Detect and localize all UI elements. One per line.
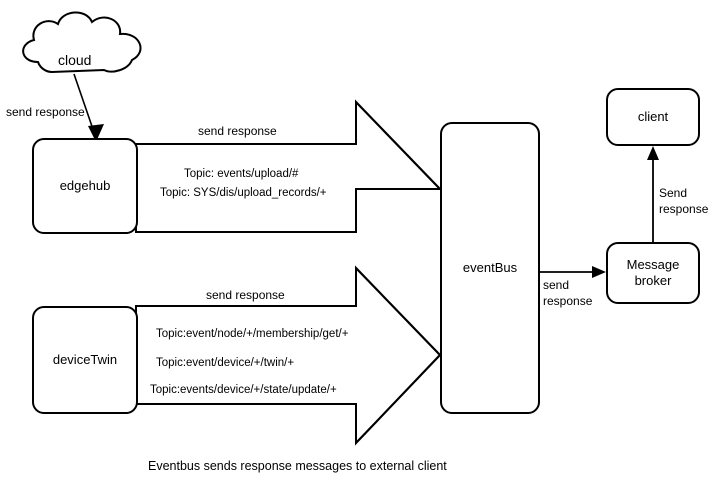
arrow-message-broker-to-client — [647, 146, 659, 243]
node-edgehub[interactable] — [32, 138, 138, 234]
edge-label-eventbus-to-broker-line1: send — [543, 278, 570, 292]
node-edgehub-label: edgehub — [59, 177, 111, 193]
node-devicetwin[interactable] — [32, 306, 138, 414]
arrow-eventbus-to-message-broker — [540, 266, 606, 278]
node-message-broker-label-line1: Message — [626, 256, 680, 272]
edge-label-eventbus-to-broker-line2: response — [543, 294, 593, 308]
node-eventbus-label: eventBus — [462, 259, 518, 275]
topic-edgehub-0: Topic: events/upload/# — [184, 168, 299, 180]
cloud-label: cloud — [58, 52, 92, 68]
node-client[interactable] — [606, 88, 700, 146]
edge-label-devicetwin-to-eventbus: send response — [206, 288, 285, 302]
topic-devicetwin-1: Topic:event/device/+/twin/+ — [156, 357, 295, 369]
edge-label-edgehub-to-eventbus: send response — [198, 124, 277, 138]
node-message-broker-label-line2: broker — [634, 273, 672, 288]
edge-label-broker-to-client-line1: Send — [659, 186, 688, 200]
block-arrow-edgehub-to-eventbus — [136, 102, 440, 232]
block-arrow-devicetwin-to-eventbus — [136, 268, 440, 443]
topic-edgehub-1: Topic: SYS/dis/upload_records/+ — [160, 187, 327, 199]
edge-label-cloud-to-edgehub: send response — [6, 105, 85, 119]
node-client-label: client — [637, 108, 669, 124]
topic-devicetwin-0: Topic:event/node/+/membership/get/+ — [156, 328, 349, 340]
edge-label-broker-to-client-line2: response — [659, 202, 709, 216]
node-message-broker[interactable] — [606, 242, 700, 304]
diagram-caption: Eventbus sends response messages to external client — [148, 459, 447, 473]
node-eventbus[interactable] — [440, 122, 540, 414]
node-devicetwin-label: deviceTwin — [52, 351, 118, 367]
topic-devicetwin-2: Topic:events/device/+/state/update/+ — [150, 384, 337, 396]
